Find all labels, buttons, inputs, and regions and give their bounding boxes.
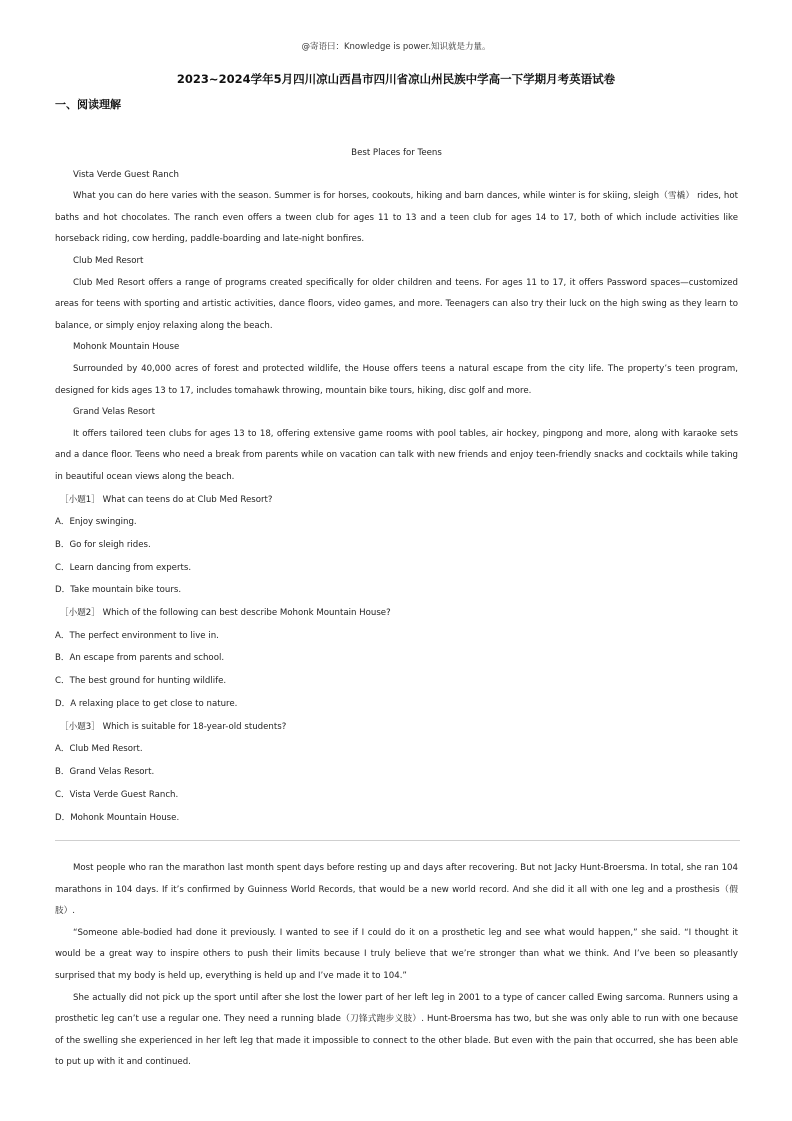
paragraph: It offers tailored teen clubs for ages 13 to 18, offering extensive game rooms with pool tables, air hockey, pingpong and more, along with karaoke sets and a dance floor. Teens who need a break from parents while on vacation can talk with new friends and enjoy teen-friendly snacks and cocktails while taking in beautiful ocean views along the beach. xyxy=(55,428,738,482)
question-stem: ［小题3］ Which is suitable for 18-year-old students? xyxy=(60,721,287,732)
answer-option: C．The best ground for hunting wildlife. xyxy=(55,676,227,687)
answer-option: A．Enjoy swinging. xyxy=(55,517,137,527)
answer-option: D．Take mountain bike tours. xyxy=(55,585,182,596)
place-heading: Mohonk Mountain House xyxy=(73,342,180,353)
paragraph: “Someone able-bodied had done it previously. I wanted to see if I could do it on a prosthetic leg and see what would happen,” she said. “I thought it would be a great way to inspire others to push their limits because I truly believe that we’re stronger than what we think. And I’ve been so pleasantly surprised that my body is held up, everything is held up and I’ve made it to 104.” xyxy=(55,927,738,981)
passage-1 xyxy=(55,143,738,841)
answer-option: D．Mohonk Mountain House. xyxy=(55,812,180,823)
answer-option: D．A relaxing place to get close to nature. xyxy=(55,699,238,710)
place-heading: Club Med Resort xyxy=(73,255,144,266)
paragraph: She actually did not pick up the sport until after she lost the lower part of her left leg in 2001 to a type of cancer called Ewing sarcoma. Runners using a prosthetic leg can’t use a regular one. They need a running blade（刀锋式跑步义肢）. Hunt-Broersma has two, but she was only able to run with one because of the swelling she experienced in her left leg that made it impossible to connect to the other blade. But even with the pain that occurred, she has been able to put up with it and continued. xyxy=(55,992,738,1068)
paragraph: What you can do here varies with the season. Summer is for horses, cookouts, hiking and barn dances, while winter is for skiing, sleigh（雪橇） rides, hot baths and hot chocolates. The ranch even offers a tween club for ages 11 to 13 and a teen club for ages 14 to 17, both of which include activities like horseback riding, cow herding, paddle-boarding and late-night bonfires. xyxy=(55,191,738,245)
paragraph: Most people who ran the marathon last month spent days before resting up and days after recovering. But not Jacky Hunt-Broersma. In total, she ran 104 marathons in 104 days. If it’s confirmed by Guinness World Records, that would be a new world record. And she did it all with one leg and a prosthesis（假肢）. xyxy=(55,863,738,917)
place-heading: Grand Velas Resort xyxy=(73,407,155,418)
answer-option: A．Club Med Resort. xyxy=(55,744,143,755)
answer-option: B．Go for sleigh rides. xyxy=(55,539,151,550)
passage-title: Best Places for Teens xyxy=(351,148,442,158)
section-heading: 一、阅读理解 xyxy=(55,98,121,111)
answer-option: B．An escape from parents and school. xyxy=(55,653,225,664)
place-heading: Vista Verde Guest Ranch xyxy=(73,169,179,180)
question-stem: ［小题2］ Which of the following can best describe Mohonk Mountain House? xyxy=(60,608,391,619)
answer-option: C．Vista Verde Guest Ranch. xyxy=(55,789,179,800)
answer-option: A．The perfect environment to live in. xyxy=(55,630,219,641)
answer-option: C．Learn dancing from experts. xyxy=(55,562,192,573)
paragraph: Surrounded by 40,000 acres of forest and protected wildlife, the House offers teens a natural escape from the city life. The property’s teen program, designed for kids ages 13 to 17, includes tomahawk throwing, mountain bike tours, hiking, disc golf and more. xyxy=(55,363,738,396)
document-title: 2023~2024学年5月四川凉山西昌市四川省凉山州民族中学高一下学期月考英语试卷 xyxy=(176,72,616,86)
answer-option: B．Grand Velas Resort. xyxy=(55,767,155,778)
passage-2 xyxy=(55,858,738,1074)
motto-line: @寄语曰：Knowledge is power.知识就是力量。 xyxy=(301,42,491,52)
question-stem: ［小题1］ What can teens do at Club Med Resort? xyxy=(60,494,273,505)
paragraph: Club Med Resort offers a range of programs created specifically for older children and teens. For ages 11 to 17, it offers Password spaces—customized areas for teens with sporting and artistic activities, dance floors, video games, and more. Teenagers can also try their luck on the high swing as they learn to balance, or simply enjoy relaxing along the beach. xyxy=(55,277,738,331)
section-divider xyxy=(55,840,740,841)
